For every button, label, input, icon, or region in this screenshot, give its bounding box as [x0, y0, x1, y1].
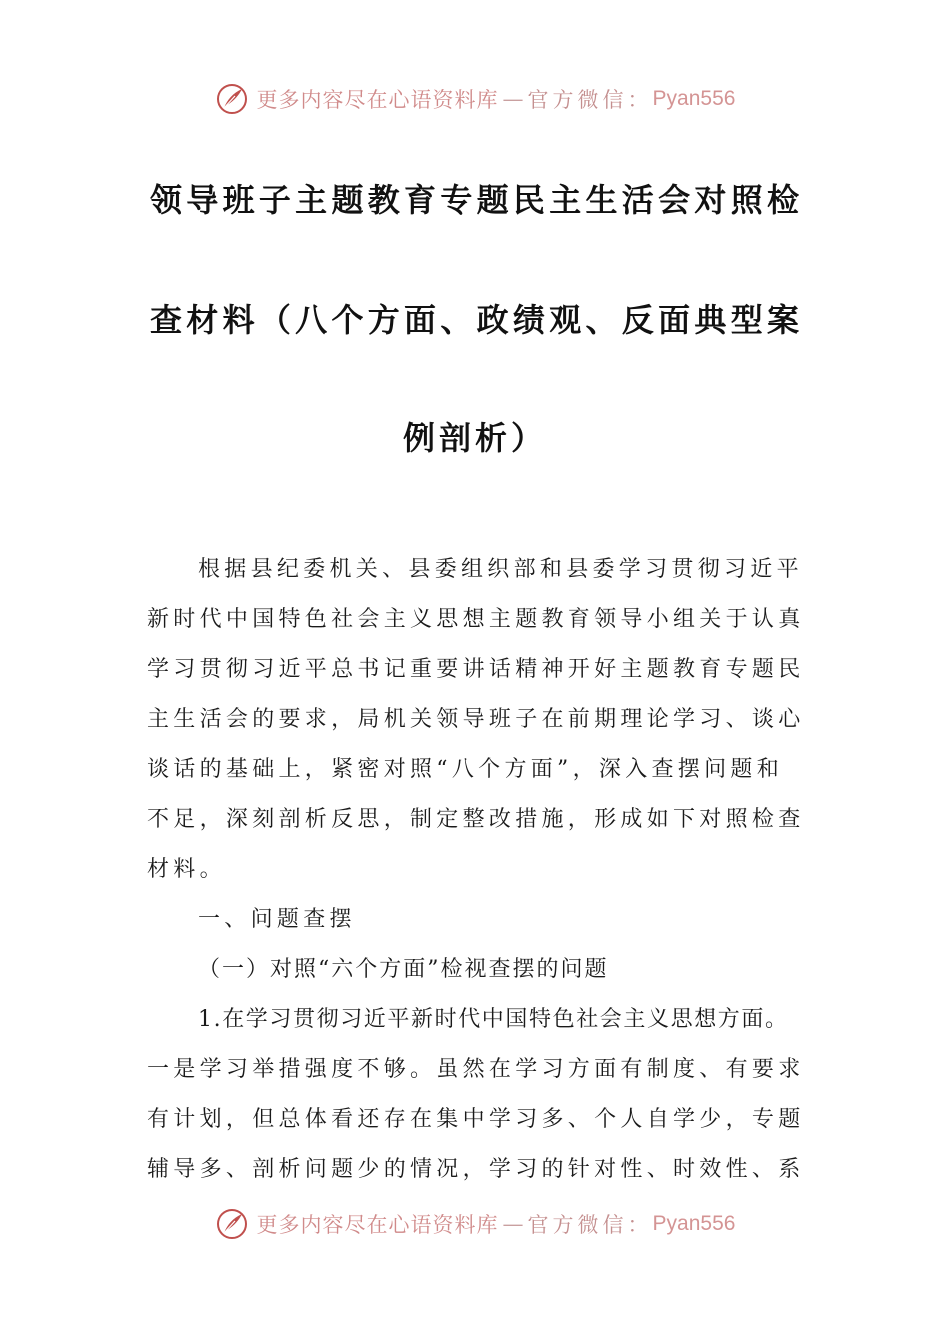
- body-line: 主生活会的要求，局机关领导班子在前期理论学习、谈心: [147, 707, 805, 732]
- watermark-brand: 更多内容尽在心语资料库: [256, 1213, 499, 1237]
- watermark-wechat-id: Pyan556: [652, 87, 736, 110]
- watermark-banner-top: [0, 82, 950, 116]
- body-line: 谈话的基础上，紧密对照“八个方面”，深入查摆问题和: [147, 757, 783, 782]
- watermark-wechat-label: 官方微信：: [527, 88, 653, 112]
- body-line: 材料。: [147, 857, 226, 882]
- feather-logo-icon: [215, 82, 249, 116]
- document-title-line-2: 查材料（八个方面、政绩观、反面典型案: [150, 301, 800, 339]
- document-title-line-1: 领导班子主题教育专题民主生活会对照检: [150, 181, 800, 219]
- document-title-line-3: 例剖析）: [402, 419, 547, 457]
- watermark-wechat-label: 官方微信：: [527, 1213, 653, 1237]
- watermark-banner-bottom: [0, 1207, 950, 1241]
- body-line: 一是学习举措强度不够。虽然在学习方面有制度、有要求: [147, 1057, 805, 1082]
- watermark-wechat-id: Pyan556: [652, 1212, 736, 1235]
- watermark-brand: 更多内容尽在心语资料库: [256, 88, 499, 112]
- body-line: 辅导多、剖析问题少的情况，学习的针对性、时效性、系: [147, 1157, 805, 1182]
- section-heading: 一、问题查摆: [198, 907, 356, 932]
- watermark-separator: —: [502, 1212, 524, 1236]
- subsection-heading: （一）对照“六个方面”检视查摆的问题: [198, 957, 609, 982]
- body-line: 有计划，但总体看还存在集中学习多、个人自学少，专题: [147, 1107, 805, 1132]
- body-line: 不足，深刻剖析反思，制定整改措施，形成如下对照检查: [147, 807, 805, 832]
- body-line: 根据县纪委机关、县委组织部和县委学习贯彻习近平: [198, 557, 803, 582]
- body-line: 新时代中国特色社会主义思想主题教育领导小组关于认真: [147, 607, 805, 632]
- feather-logo-icon: [215, 1207, 249, 1241]
- watermark-separator: —: [502, 87, 524, 111]
- body-line: 学习贯彻习近平总书记重要讲话精神开好主题教育专题民: [147, 657, 805, 682]
- body-line: 1.在学习贯彻习近平新时代中国特色社会主义思想方面。: [198, 1007, 789, 1032]
